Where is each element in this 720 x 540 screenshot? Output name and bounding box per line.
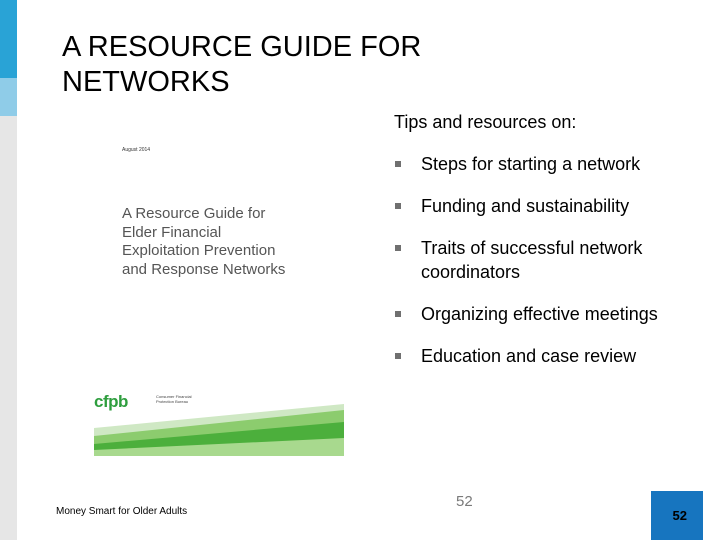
cover-date: August 2014 (122, 147, 151, 153)
footer-text: Money Smart for Older Adults (56, 506, 188, 517)
bullet-item (394, 302, 704, 326)
accent-bar-light-segment (0, 78, 17, 116)
page-number-box (651, 491, 703, 540)
bullet-text: Traits of successful network coordinators (421, 238, 643, 282)
bullet-list (394, 152, 704, 386)
bullet-marker-icon (395, 353, 401, 359)
bullet-text: Organizing effective meetings (421, 304, 658, 324)
cfpb-logo-subtitle: Consumer Financial Protection Bureau (156, 394, 192, 404)
page-number-box-label: 52 (672, 508, 687, 523)
bullet-item (394, 344, 704, 368)
cfpb-logo: cfpb (94, 392, 128, 411)
cover-title-line: A Resource Guide for (122, 205, 266, 222)
bullet-text: Education and case review (421, 346, 637, 366)
intro-text: Tips and resources on: (394, 112, 577, 132)
bullet-marker-icon (395, 161, 401, 167)
cover-title-line: Exploitation Prevention (122, 242, 276, 259)
bullet-item (394, 194, 704, 218)
bullet-marker-icon (395, 203, 401, 209)
cover-green-waves (94, 400, 344, 456)
guide-cover-image (94, 130, 344, 455)
accent-bar-dark-segment (0, 0, 17, 78)
cover-title-line: and Response Networks (122, 260, 286, 278)
slide-title (62, 30, 522, 100)
bullet-item (394, 236, 704, 284)
bullet-text: Steps for starting a network (421, 154, 641, 174)
bullet-marker-icon (395, 245, 401, 251)
bullet-text: Funding and sustainability (421, 196, 630, 216)
left-accent-bar (0, 0, 17, 540)
bullet-item (394, 152, 704, 176)
cover-title-line: Elder Financial (122, 223, 222, 241)
title-line-1: A RESOURCE GUIDE FOR (62, 31, 422, 63)
cover-title (122, 205, 285, 279)
title-line-2: NETWORKS (62, 66, 230, 98)
bullet-marker-icon (395, 311, 401, 317)
page-number-center: 52 (456, 493, 473, 510)
